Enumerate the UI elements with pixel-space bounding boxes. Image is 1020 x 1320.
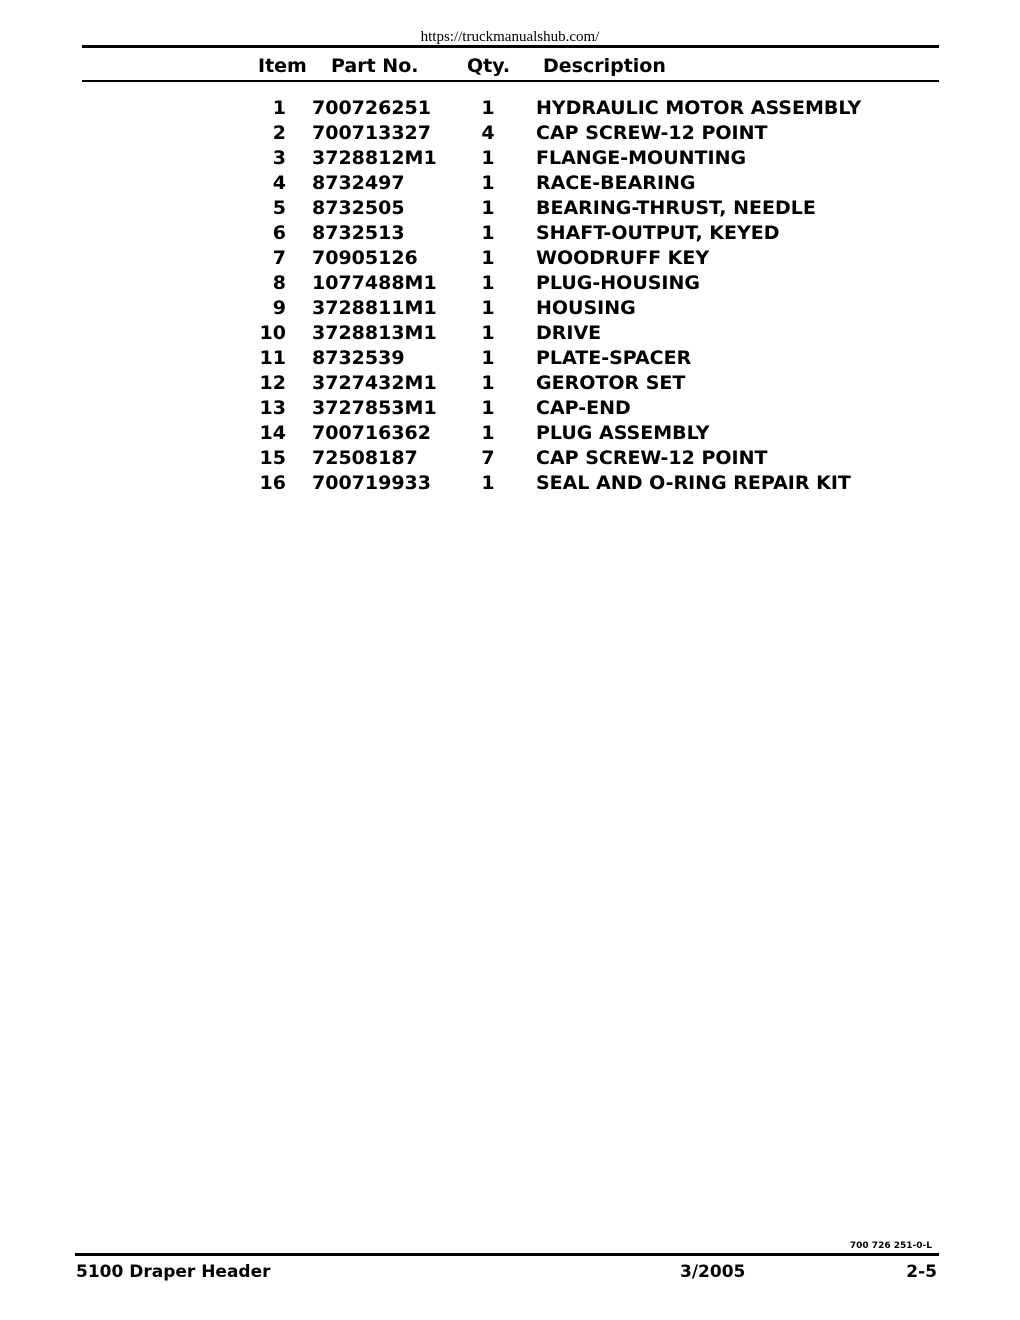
description: WOODRUFF KEY bbox=[536, 247, 710, 269]
part-number: 3727432M1 bbox=[312, 372, 437, 394]
quantity: 1 bbox=[481, 147, 495, 169]
table-row bbox=[0, 146, 1020, 171]
table-row bbox=[0, 171, 1020, 196]
item-number: 13 bbox=[259, 397, 286, 419]
description: SEAL AND O-RING REPAIR KIT bbox=[536, 472, 851, 494]
table-row bbox=[0, 421, 1020, 446]
column-header-part-no: Part No. bbox=[331, 55, 419, 77]
item-number: 16 bbox=[259, 472, 286, 494]
quantity: 1 bbox=[481, 172, 495, 194]
item-number: 12 bbox=[259, 372, 286, 394]
parts-list bbox=[0, 96, 1020, 496]
item-number: 4 bbox=[272, 172, 286, 194]
description: CAP-END bbox=[536, 397, 631, 419]
table-row bbox=[0, 221, 1020, 246]
part-number: 3728813M1 bbox=[312, 322, 437, 344]
part-number: 8732497 bbox=[312, 172, 405, 194]
quantity: 1 bbox=[481, 372, 495, 394]
quantity: 1 bbox=[481, 222, 495, 244]
footer-title: 5100 Draper Header bbox=[76, 1262, 271, 1282]
quantity: 1 bbox=[481, 472, 495, 494]
item-number: 1 bbox=[272, 97, 286, 119]
quantity: 1 bbox=[481, 197, 495, 219]
table-row bbox=[0, 296, 1020, 321]
item-number: 14 bbox=[259, 422, 286, 444]
description: HYDRAULIC MOTOR ASSEMBLY bbox=[536, 97, 862, 119]
part-number: 700719933 bbox=[312, 472, 431, 494]
quantity: 7 bbox=[481, 447, 495, 469]
item-number: 3 bbox=[272, 147, 286, 169]
part-number: 3728812M1 bbox=[312, 147, 437, 169]
quantity: 1 bbox=[481, 322, 495, 344]
description: SHAFT-OUTPUT, KEYED bbox=[536, 222, 780, 244]
quantity: 1 bbox=[481, 272, 495, 294]
table-row bbox=[0, 471, 1020, 496]
column-header-description: Description bbox=[543, 55, 666, 77]
quantity: 1 bbox=[481, 247, 495, 269]
table-row bbox=[0, 96, 1020, 121]
footer-page-number: 2-5 bbox=[906, 1262, 937, 1282]
description: CAP SCREW-12 POINT bbox=[536, 122, 768, 144]
part-number: 700713327 bbox=[312, 122, 431, 144]
description: PLUG ASSEMBLY bbox=[536, 422, 710, 444]
part-number: 70905126 bbox=[312, 247, 418, 269]
item-number: 5 bbox=[272, 197, 286, 219]
item-number: 8 bbox=[272, 272, 286, 294]
description: RACE-BEARING bbox=[536, 172, 696, 194]
quantity: 4 bbox=[481, 122, 495, 144]
table-row bbox=[0, 446, 1020, 471]
table-row bbox=[0, 346, 1020, 371]
description: HOUSING bbox=[536, 297, 636, 319]
item-number: 6 bbox=[272, 222, 286, 244]
part-number: 8732539 bbox=[312, 347, 405, 369]
table-row bbox=[0, 196, 1020, 221]
table-row bbox=[0, 371, 1020, 396]
item-number: 15 bbox=[259, 447, 286, 469]
description: FLANGE-MOUNTING bbox=[536, 147, 747, 169]
description: PLATE-SPACER bbox=[536, 347, 692, 369]
quantity: 1 bbox=[481, 347, 495, 369]
part-number: 700716362 bbox=[312, 422, 431, 444]
table-row bbox=[0, 121, 1020, 146]
description: GEROTOR SET bbox=[536, 372, 686, 394]
table-row bbox=[0, 396, 1020, 421]
quantity: 1 bbox=[481, 97, 495, 119]
description: CAP SCREW-12 POINT bbox=[536, 447, 768, 469]
part-number: 3727853M1 bbox=[312, 397, 437, 419]
quantity: 1 bbox=[481, 297, 495, 319]
part-number: 8732505 bbox=[312, 197, 405, 219]
item-number: 2 bbox=[272, 122, 286, 144]
part-number: 3728811M1 bbox=[312, 297, 437, 319]
part-number: 700726251 bbox=[312, 97, 431, 119]
item-number: 9 bbox=[272, 297, 286, 319]
table-row bbox=[0, 271, 1020, 296]
item-number: 7 bbox=[272, 247, 286, 269]
column-header-qty: Qty. bbox=[467, 55, 511, 77]
document-number: 700 726 251-0-L bbox=[849, 1241, 932, 1251]
footer-date: 3/2005 bbox=[680, 1262, 746, 1282]
part-number: 1077488M1 bbox=[312, 272, 437, 294]
footer-rule bbox=[75, 1253, 939, 1256]
column-header-item: Item bbox=[258, 55, 307, 77]
description: PLUG-HOUSING bbox=[536, 272, 700, 294]
item-number: 11 bbox=[259, 347, 286, 369]
part-number: 8732513 bbox=[312, 222, 405, 244]
source-url[interactable]: https://truckmanualshub.com/ bbox=[420, 29, 600, 45]
description: BEARING-THRUST, NEEDLE bbox=[536, 197, 816, 219]
table-row bbox=[0, 321, 1020, 346]
description: DRIVE bbox=[536, 322, 602, 344]
part-number: 72508187 bbox=[312, 447, 418, 469]
header-bottom-rule bbox=[82, 80, 939, 82]
quantity: 1 bbox=[481, 422, 495, 444]
item-number: 10 bbox=[259, 322, 286, 344]
quantity: 1 bbox=[481, 397, 495, 419]
table-row bbox=[0, 246, 1020, 271]
header-top-rule bbox=[82, 45, 939, 48]
